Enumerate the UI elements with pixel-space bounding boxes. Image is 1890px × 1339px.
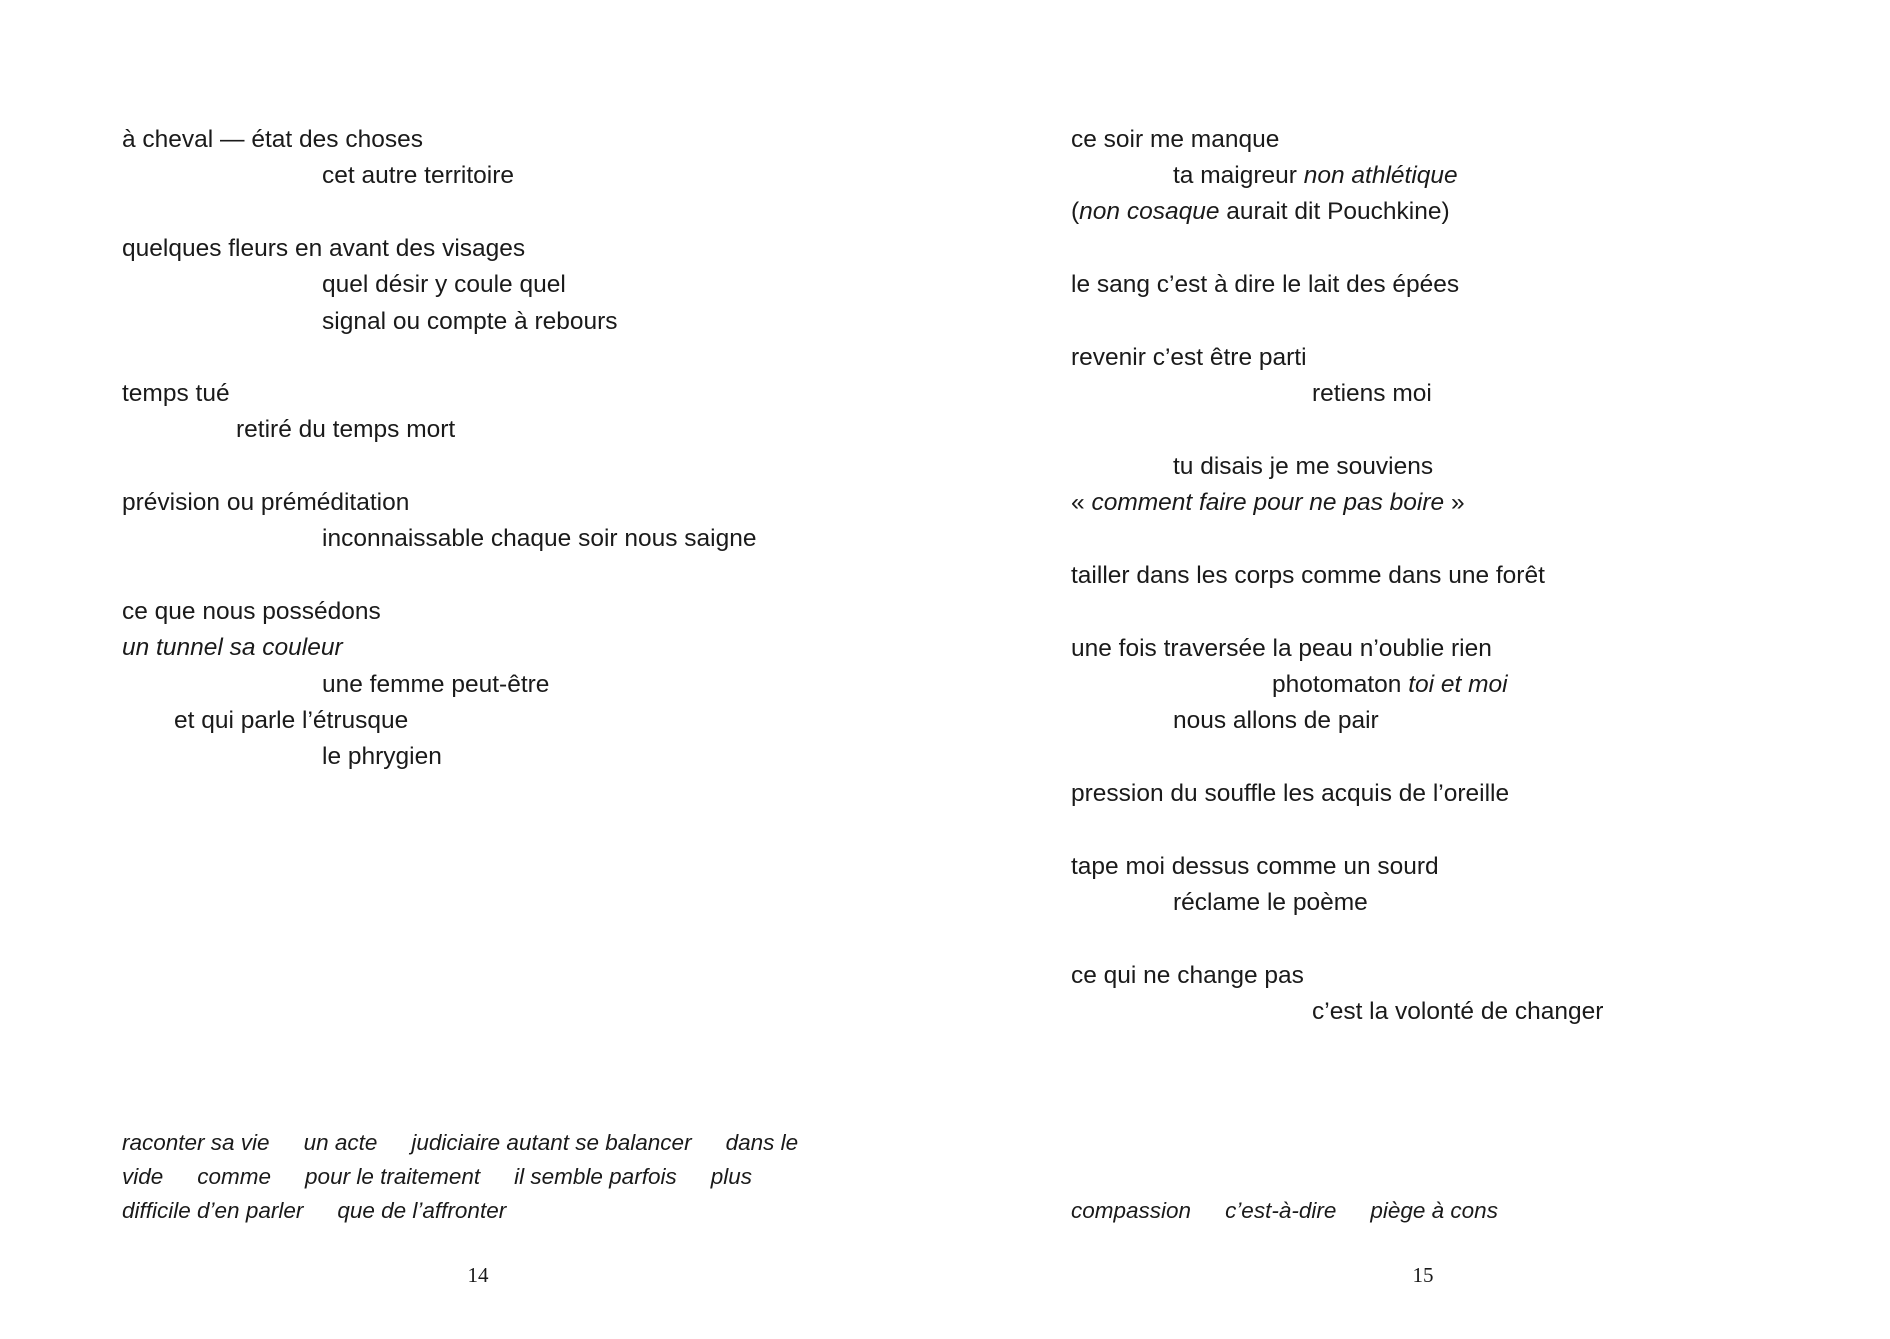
prose-phrase: vide — [122, 1164, 164, 1189]
verse-line — [122, 125, 423, 155]
verse-text: à cheval — état des choses — [122, 126, 423, 153]
verse-line — [1071, 779, 1509, 809]
prose-phrase: compassion — [1071, 1198, 1192, 1223]
prose-phrase: comme — [197, 1164, 272, 1189]
verse-line — [122, 597, 381, 627]
verse-text: ta maigreur — [1173, 162, 1304, 189]
verse-line — [1071, 270, 1459, 300]
verse-line — [1173, 161, 1458, 191]
verse-text: inconnaissable chaque soir nous saigne — [322, 525, 757, 552]
verse-line — [1071, 197, 1450, 227]
verse-text: réclame le poème — [1173, 889, 1368, 916]
verse-text: « — [1071, 489, 1092, 516]
verse-line — [322, 524, 757, 554]
verse-text: et qui parle l’étrusque — [174, 707, 409, 734]
page-number: 14 — [467, 1263, 489, 1287]
prose-line — [122, 1126, 798, 1160]
verse-text: photomaton — [1272, 671, 1409, 698]
verse-line — [322, 742, 442, 772]
prose-phrase: judiciaire autant se balancer — [411, 1130, 692, 1155]
prose-phrase: c’est-à-dire — [1225, 1198, 1337, 1223]
verse-line — [1272, 670, 1508, 700]
verse-text: retiens moi — [1312, 380, 1432, 407]
verse-text: aurait dit Pouchkine) — [1219, 198, 1450, 225]
verse-text: une fois traversée la peau n’oublie rien — [1071, 635, 1492, 662]
verse-line — [1071, 343, 1307, 373]
verse-line — [322, 670, 549, 700]
italic-text: toi et moi — [1408, 671, 1508, 698]
verse-line — [122, 633, 343, 663]
verse-line — [174, 706, 408, 736]
prose-phrase: dans le — [725, 1130, 799, 1155]
verse-text: » — [1444, 489, 1465, 516]
verse-text: tu disais je me souviens — [1173, 453, 1434, 480]
prose-phrase: piège à cons — [1370, 1198, 1498, 1223]
verse-text: le phrygien — [322, 743, 442, 770]
prose-line — [1071, 1194, 1498, 1228]
verse-line — [122, 488, 409, 518]
prose-phrase: que de l’affronter — [337, 1198, 507, 1223]
verse-line — [1071, 125, 1279, 155]
verse-text: retiré du temps mort — [236, 416, 456, 443]
right-page — [945, 0, 1890, 1339]
verse-text: une femme peut-être — [322, 671, 550, 698]
prose-phrase: un acte — [303, 1130, 378, 1155]
italic-text: comment faire pour ne pas boire — [1091, 489, 1445, 516]
verse-line — [1071, 852, 1439, 882]
prose-phrase: raconter sa vie — [122, 1130, 270, 1155]
prose-phrase: il semble parfois — [514, 1164, 677, 1189]
verse-text: nous allons de pair — [1173, 707, 1379, 734]
verse-line — [1071, 634, 1492, 664]
page-number: 15 — [1412, 1263, 1434, 1287]
verse-text: le sang c’est à dire le lait des épées — [1071, 271, 1460, 298]
prose-line — [122, 1194, 506, 1228]
verse-text: tape moi dessus comme un sourd — [1071, 853, 1439, 880]
verse-line — [1173, 706, 1379, 736]
verse-line — [1071, 488, 1465, 518]
verse-line — [1312, 379, 1432, 409]
verse-text: ce que nous possédons — [122, 598, 381, 625]
verse-text: cet autre territoire — [322, 162, 514, 189]
verse-text: ce qui ne change pas — [1071, 962, 1304, 989]
verse-line — [322, 161, 514, 191]
italic-text: un tunnel sa couleur — [122, 634, 343, 661]
verse-text: temps tué — [122, 380, 230, 407]
verse-line — [1071, 961, 1304, 991]
italic-text: non athlétique — [1303, 162, 1458, 189]
verse-line — [122, 234, 525, 264]
prose-phrase: difficile d’en parler — [122, 1198, 304, 1223]
verse-line — [1312, 997, 1603, 1027]
verse-text: ( — [1071, 198, 1080, 225]
prose-phrase: pour le traitement — [305, 1164, 481, 1189]
verse-text: pression du souffle les acquis de l’oreille — [1071, 780, 1510, 807]
verse-text: revenir c’est être parti — [1071, 344, 1307, 371]
verse-line — [322, 270, 566, 300]
verse-line — [122, 379, 230, 409]
verse-text: tailler dans les corps comme dans une forêt — [1071, 562, 1545, 589]
verse-line — [1071, 561, 1545, 591]
verse-text: quelques fleurs en avant des visages — [122, 235, 526, 262]
prose-line — [122, 1160, 752, 1194]
verse-text: signal ou compte à rebours — [322, 308, 618, 335]
verse-line — [1173, 452, 1433, 482]
prose-phrase: plus — [710, 1164, 752, 1189]
verse-line — [1173, 888, 1368, 918]
verse-text: quel désir y coule quel — [322, 271, 566, 298]
italic-text: non cosaque — [1079, 198, 1220, 225]
verse-text: c’est la volonté de changer — [1312, 998, 1604, 1025]
verse-line — [236, 415, 455, 445]
verse-line — [322, 307, 618, 337]
verse-text: prévision ou préméditation — [122, 489, 410, 516]
verse-text: ce soir me manque — [1071, 126, 1280, 153]
